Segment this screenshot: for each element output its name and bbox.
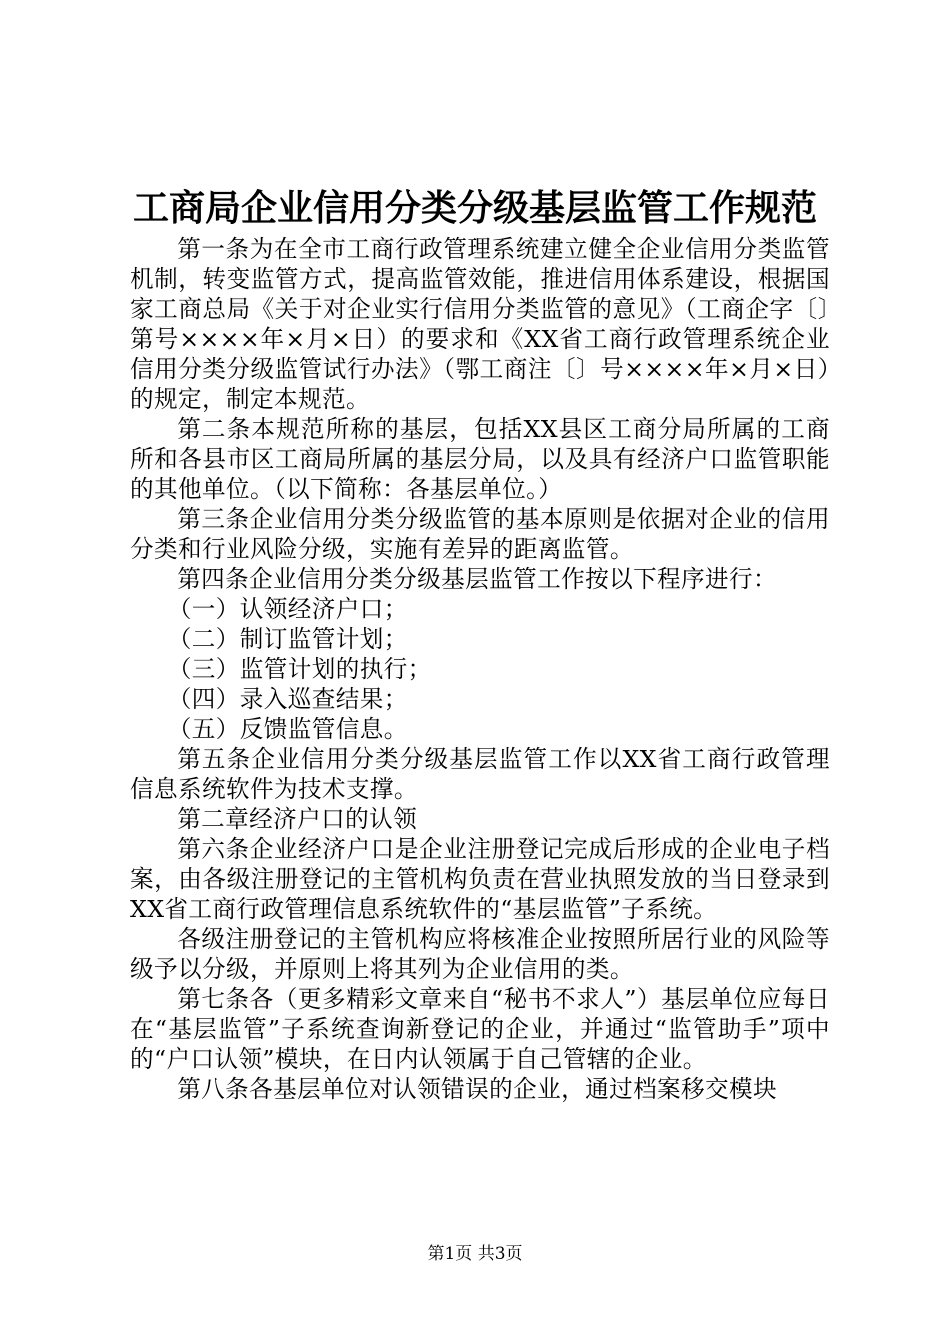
paragraph-article-8: 第八条各基层单位对认领错误的企业，通过档案移交模块 xyxy=(177,1075,778,1103)
paragraph-article-5: 第五条企业信用分类分级基层监管工作以XX省工商行政管理信息系统软件为技术支撑。 xyxy=(130,745,830,803)
document-body xyxy=(130,234,830,1104)
paragraph-article-3: 第三条企业信用分类分级监管的基本原则是依据对企业的信用分类和行业风险分级，实施有差异的距离监管。 xyxy=(130,505,830,563)
chapter-heading-2: 第二章经济户口的认领 xyxy=(177,805,418,833)
paragraph-article-2: 第二条本规范所称的基层，包括XX县区工商分局所属的工商所和各县市区工商局所属的基层分局，以及具有经济户口监管职能的其他单位。（以下简称：各基层单位。） xyxy=(130,415,830,503)
page-number-footer: 第1页 共3页 xyxy=(427,1244,523,1264)
paragraph-article-4: 第四条企业信用分类分级基层监管工作按以下程序进行： xyxy=(177,565,778,593)
list-item-3: （三）监管计划的执行； xyxy=(167,655,432,683)
paragraph-article-6-continued: 各级注册登记的主管机构应将核准企业按照所居行业的风险等级予以分级，并原则上将其列为企业信用的类。 xyxy=(130,925,830,983)
document-title: 工商局企业信用分类分级基层监管工作规范 xyxy=(132,187,817,229)
list-item-4: （四）录入巡查结果； xyxy=(167,685,408,713)
list-item-1: （一）认领经济户口； xyxy=(167,595,408,623)
list-item-2: （二）制订监管计划； xyxy=(167,625,408,653)
paragraph-article-1: 第一条为在全市工商行政管理系统建立健全企业信用分类监管机制，转变监管方式，提高监管效能，推进信用体系建设，根据国家工商总局《关于对企业实行信用分类监管的意见》（工商企字〔〕第号××××年×月×日）的要求和《XX省工商行政管理系统企业信用分类分级监管试行办法》（鄂工商注〔〕号××××年×月×日）的规定，制定本规范。 xyxy=(130,235,830,413)
paragraph-article-6: 第六条企业经济户口是企业注册登记完成后形成的企业电子档案，由各级注册登记的主管机构负责在营业执照发放的当日登录到XX省工商行政管理信息系统软件的“基层监管”子系统。 xyxy=(130,835,830,923)
paragraph-article-7: 第七条各（更多精彩文章来自“秘书不求人”）基层单位应每日在“基层监管”子系统查询新登记的企业，并通过“监管助手”项中的“户口认领”模块，在日内认领属于自己管辖的企业。 xyxy=(130,985,830,1073)
list-item-5: （五）反馈监管信息。 xyxy=(167,715,408,743)
